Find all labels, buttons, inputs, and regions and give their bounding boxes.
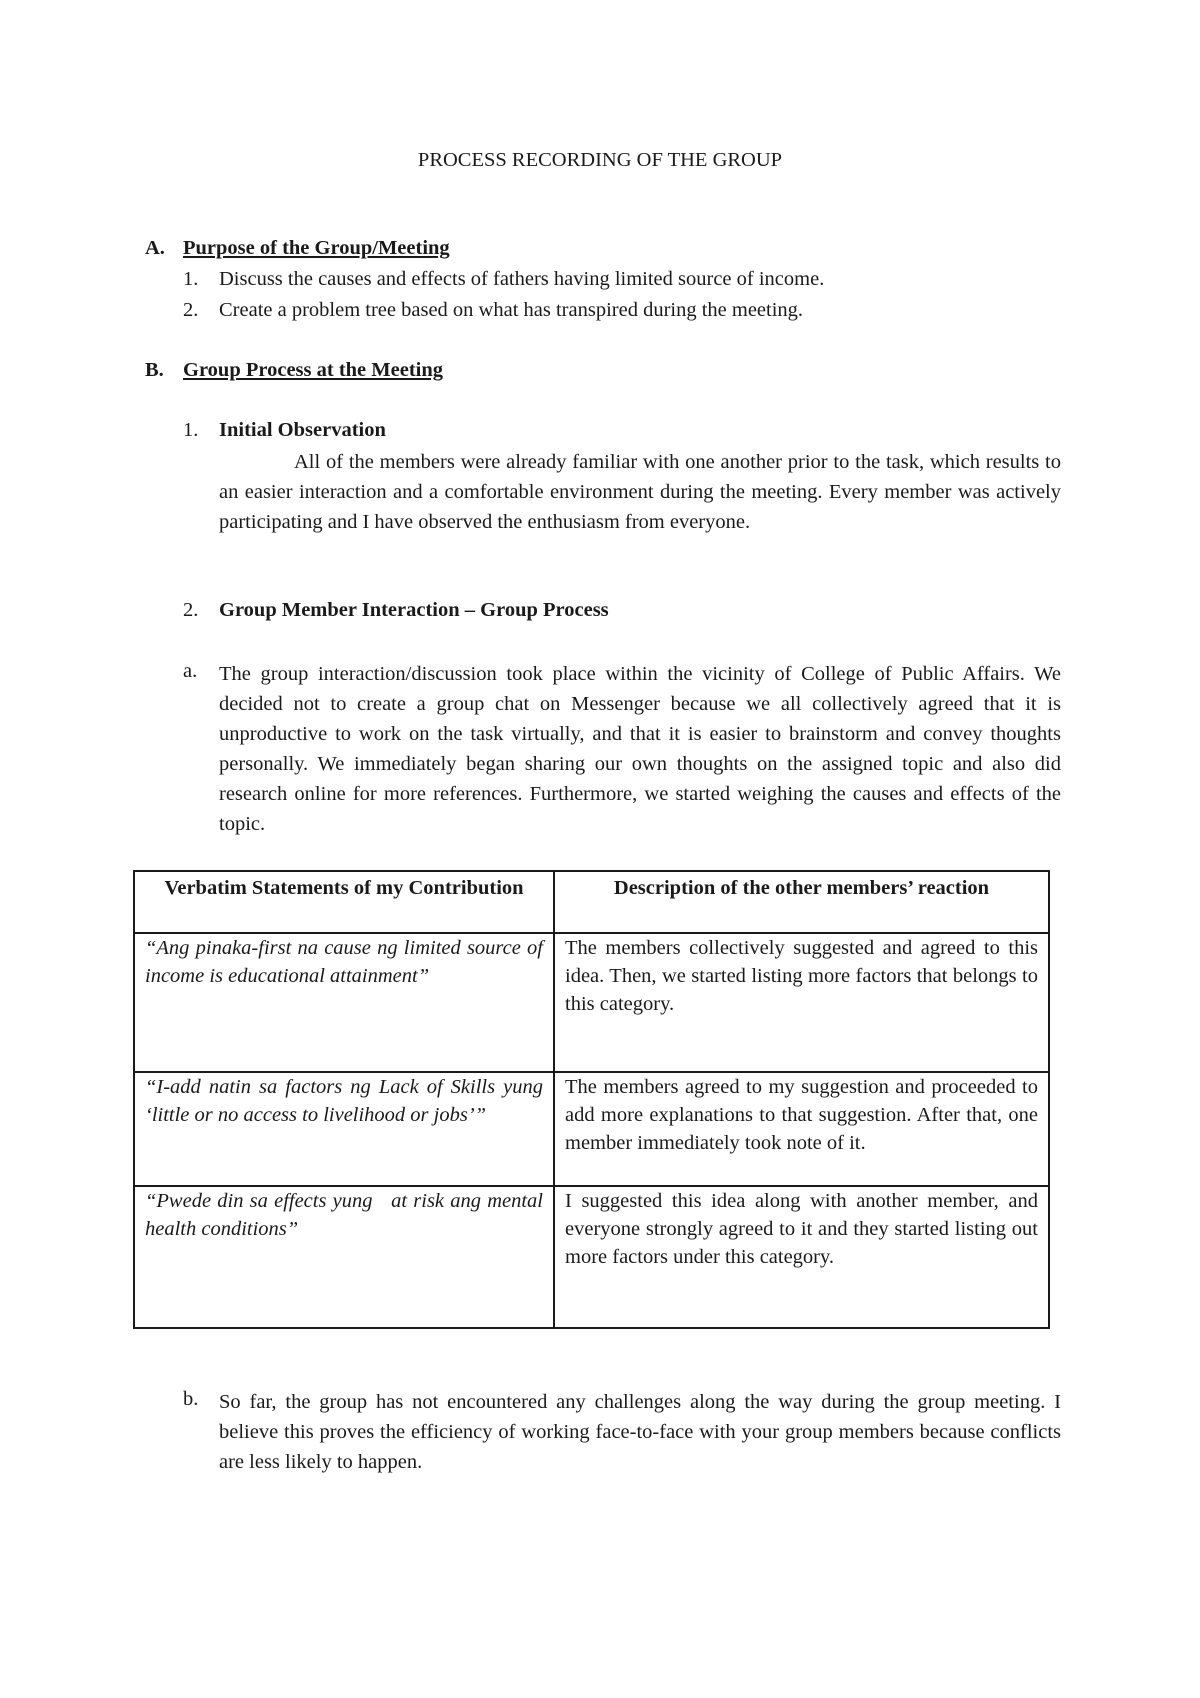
purpose-item-1-text: Discuss the causes and effects of fathers having limited source of income.: [219, 268, 825, 290]
table-row: [134, 1072, 1049, 1186]
initial-observation-title: Initial Observation: [219, 419, 386, 441]
purpose-item-2: [183, 299, 803, 322]
section-a-title: Purpose of the Group/Meeting: [183, 237, 450, 259]
section-b-letter: B.: [145, 359, 164, 381]
reaction-cell: The members agreed to my suggestion and proceeded to add more explanations to that suggestion. After that, one member immediately took note of it.: [554, 1072, 1049, 1186]
initial-observation-text: All of the members were already familiar with one another prior to the task, which results to an easier interaction and a comfortable environment during the meeting. Every member was actively participating and I have observed the enthusiasm from everyone.: [219, 451, 1061, 533]
point-a-text: The group interaction/discussion took place within the vicinity of College of Public Affairs. We decided not to create a group chat on Messenger because we all collectively agreed that it is unproductive to work on the task virtually, and that it is easier to brainstorm and convey thoughts personally. We immediately began sharing our own thoughts on the assigned topic and also did research online for more references. Furthermore, we started weighing the causes and effects of the topic.: [219, 663, 1061, 835]
table-row: [134, 933, 1049, 1072]
initial-observation-heading: [183, 419, 386, 442]
section-a-letter: A.: [145, 237, 165, 259]
section-b-heading: [145, 359, 443, 382]
purpose-item-1-number: 1.: [183, 268, 199, 290]
group-interaction-number: 2.: [183, 599, 199, 621]
initial-observation-number: 1.: [183, 419, 199, 441]
table-row: [134, 1186, 1049, 1328]
table-header-row: [134, 871, 1049, 933]
point-a-label: [183, 660, 219, 683]
statement-cell: “Ang pinaka-first na cause ng limited source of income is educational attainment”: [134, 933, 554, 1072]
purpose-item-1: [183, 268, 824, 291]
reaction-cell: The members collectively suggested and agreed to this idea. Then, we started listing more factors that belongs to this category.: [554, 933, 1049, 1072]
group-interaction-heading: [183, 599, 609, 622]
statement-cell: “Pwede din sa effects yung at risk ang mental health conditions”: [134, 1186, 554, 1328]
table-header-statements: Verbatim Statements of my Contribution: [134, 871, 554, 933]
purpose-item-2-text: Create a problem tree based on what has transpired during the meeting.: [219, 299, 804, 321]
point-b-label: [183, 1388, 219, 1411]
document-title: PROCESS RECORDING OF THE GROUP: [417, 149, 783, 171]
table-header-reactions: Description of the other members’ reaction: [554, 871, 1049, 933]
point-b-letter: b.: [183, 1388, 199, 1410]
group-interaction-title: Group Member Interaction – Group Process: [219, 599, 609, 621]
section-a-heading: [145, 237, 450, 260]
point-b-text: So far, the group has not encountered any challenges along the way during the group meeting. I believe this proves the efficiency of working face-to-face with your group members because conflicts are less likely to happen.: [219, 1391, 1061, 1473]
section-b-title: Group Process at the Meeting: [183, 359, 444, 381]
verbatim-table: [133, 870, 1050, 1329]
purpose-item-2-number: 2.: [183, 299, 199, 321]
point-a-letter: a.: [183, 660, 198, 682]
reaction-cell: I suggested this idea along with another member, and everyone strongly agreed to it and they started listing out more factors under this category.: [554, 1186, 1049, 1328]
statement-cell: “I-add natin sa factors ng Lack of Skills yung ‘little or no access to livelihood or jobs’”: [134, 1072, 554, 1186]
